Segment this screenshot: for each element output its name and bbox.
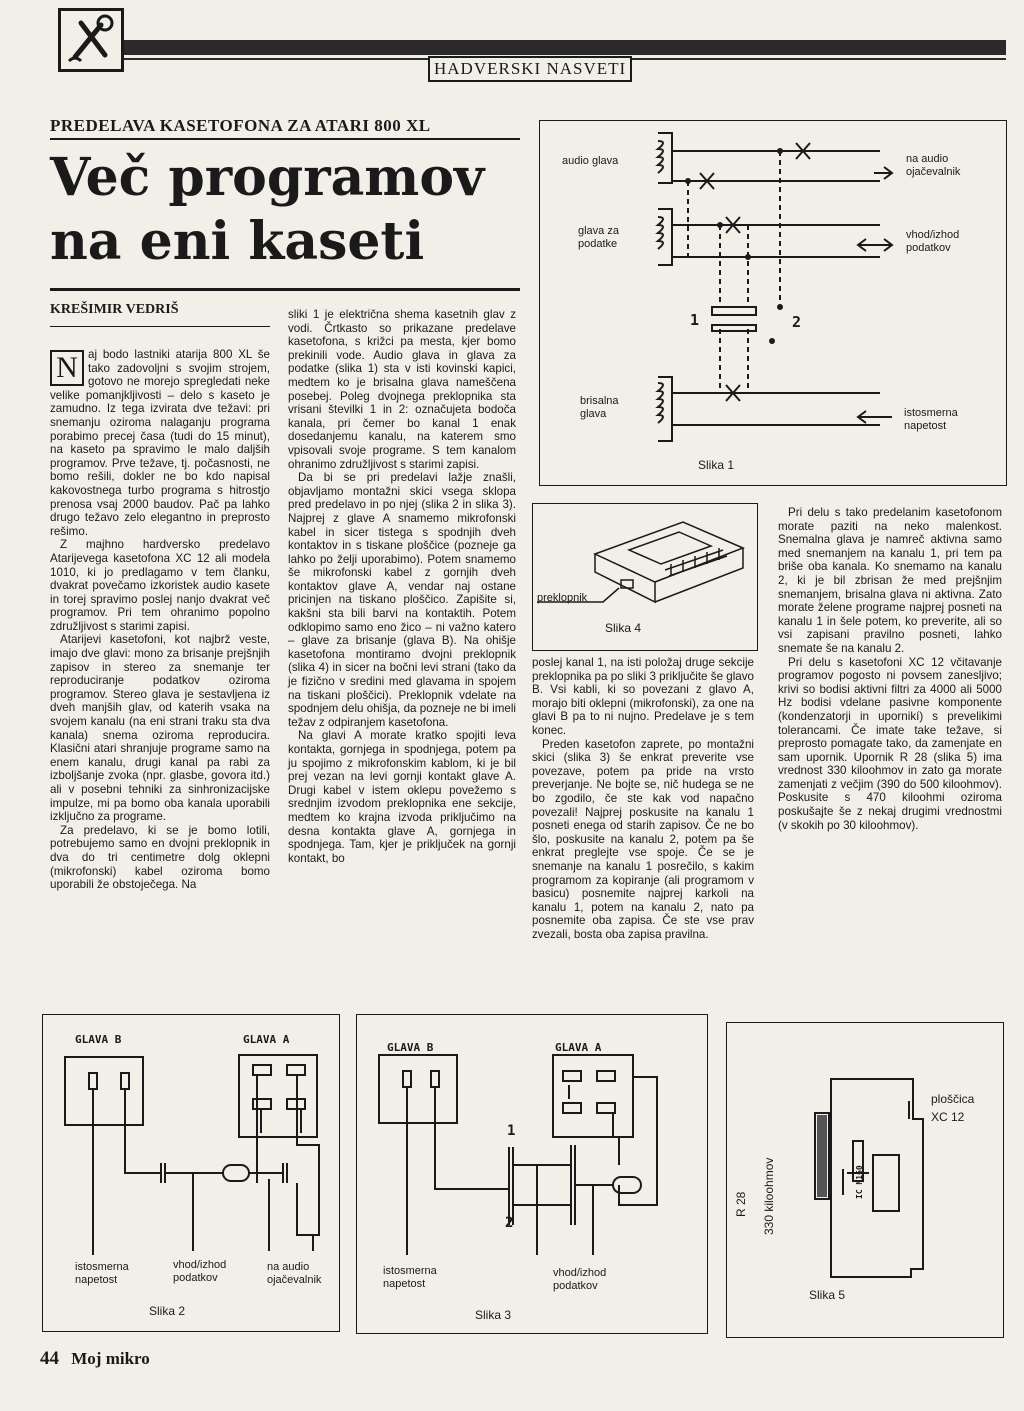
paragraph: Na glavi A morate kratko spojiti leva kontakta, gornjega in spodnjega, potem pa ju spojimo z mikrofonskim kablom, ki je bil prej vezan na levi gornji kontakt glave A. Drugi kabel v istem oklepu povežemo s srednjim izvodom preklopnika ene sekcije, medtem ko krajna izvoda priključimo na desna kontakta glave A, gornjega in spodnjega. Tam, kjer je priključek na gornji kontakt, bo	[288, 729, 516, 865]
article-title	[50, 146, 530, 274]
data-io-label: vhod/izhod podatkov	[553, 1267, 607, 1292]
article-kicker: PREDELAVA KASETOFONA ZA ATARI 800 XL	[50, 116, 431, 135]
audio-head-label: audio glava	[562, 155, 619, 167]
article-author: KREŠIMIR VEDRIŠ	[50, 302, 179, 317]
paragraph: Preden kasetofon zaprete, po montažni skici (slika 3) še enkrat preverite vse povezave, potem pa pride na vrsto preverjanje. Ne bojte se, nič hudega se ne bo zgodilo, če ste kak vod napačno povezali! Najprej poskusite na kanalu 1 posneti enega od starih zapisov. Če ne bo šlo, poskusite na kanalu 2, potem pa še enkrat preglejte vse spoje. Če se je snemanje na kanalu 1 posrečilo, s kakim programom za kopiranje (ali programom v basicu) posnemite najprej karkoli na kanalu 1, potem na kanalu 2, nato pa posnemite oba zapisa. Če ste vse prav zvezali, bosta oba zapisa pravilna.	[532, 737, 754, 941]
paragraph: Atarijevi kasetofoni, kot najbrž veste, imajo dve glavi: mono za brisanje prejšnjih zapisov in stereo za snemanje ter reproduciranje podatkov oziroma programov. Stereo glava je sestavljena iz dveh manjših glav, od katerih vsaka na svojem kanalu (na eni strani traku sta dva kanala) snema oziroma reproducira. Klasični atari shranjuje programe samo na enem kanalu, drugi kanal pa rabi za izboljšanje zvoka (npr. glasbe, govora itd.) ali v posebni tehniki za sinhronizacijske impulze, mi pa bomo oba kanala uporabili izključno za programe.	[50, 633, 270, 824]
head-b-label: GLAVA B	[75, 1033, 122, 1046]
head-a-label: GLAVA A	[243, 1033, 290, 1046]
board-label: ploščica	[931, 1092, 975, 1106]
figure-1-caption: Slika 1	[698, 458, 735, 472]
paragraph: aj bodo lastniki atarija 800 XL še tako zadovoljni s svojim strojem, gotovo ne morejo spregledati neke velike pomanjkljivosti – delo s kaseto je zamudno. Iz tega izvirata dve težavi: pri snemanju oziroma nalaganju programa porabimo precej časa (tudi do 15 minut), na kaseto pa spravimo le malo daljših programov. Prve težave, tj. počasnosti, ne bomo rešili, dokler ne bo kdo napisal kakovostnega turbo programa s hitrostjo prenosa vsaj 2000 baudov. Pač pa lahko drugo težavo zelo elegantno in preprosto rešimo.	[50, 348, 270, 538]
figure-2-caption: Slika 2	[149, 1304, 186, 1318]
paragraph: Da bi se pri predelavi lažje znašli, objavljamo montažni skici vsega sklopa pred predelavo in po njej (slika 2 in slika 3). Najprej z glave A snamemo mikrofonski kabel in sicer tistega s spodnjih dveh kontaktov in s tiskane ploščice (pozneje ga lahko po želji uporabimo). Potem snamemo še mikrofonski kabel z gornjih dveh kontaktov glave A, vendar naj ostane pricinjen na tiskano ploščico. Zapišite si, kakšni sta bili barvi na kontaktih. Potem odklopimo samo eno žico – ni važno katero – glave za brisanje (glava B). Na ohišje kasetofona montiramo dvojni preklopnik (slika 4) in sicer na bočni levi strani (tako da je fizično v sredini med glavama in spojem na tiskani ploščici). Preklopnik vdelate na spodnjem delu ohišja, da pozneje ne bi imeli težav z odpiranjem kasetofona.	[288, 471, 516, 729]
dropcap: N	[50, 350, 84, 386]
paragraph: poslej kanal 1, na isti položaj druge sekcije preklopnika pa po sliki 3 priključite še glavo B. Vsi kabli, ki so povezani z glavo A, morajo biti oklepni (mikrofonski), za one na glavi B pa to ni nujno. Predelave je s tem konec.	[532, 656, 754, 737]
paragraph: Z majhno hardversko predelavo Atarijevega kasetofona XC 12 ali modela 1010, ki jo predlagamo v tem članku, dvakrat povečamo izkoristek audio kasete in torej spravimo poslej nanjo dvakrat več programov. Pri tem ohranimo popolno združljivost s starimi zapisi.	[50, 538, 270, 633]
figure-4-caption: Slika 4	[605, 621, 642, 635]
erase-head-label: brisalna glava	[580, 395, 619, 420]
page-footer	[40, 1348, 150, 1370]
data-io-label: vhod/izhod podatkov	[173, 1259, 227, 1284]
figure-1	[539, 120, 1007, 486]
resistor-value-label: 330 kiloohmov	[762, 1157, 776, 1235]
data-head-label: glava za podatke	[578, 225, 619, 250]
figure-3	[356, 1014, 708, 1334]
paragraph: Pri delu s tako predelanim kasetofonom morate paziti na neko malenkost. Snemalna glava je namreč aktivna samo med snemanjem na kanalu 1, pri tem pa briše oba kanala. Ko snemamo na kanalu 2, ki je bil zbrisan že med prejšnjim snemanjem, brisalna glava ni aktivna. Zato morate želene programe najprej posneti na kanalu 1 in šele potem, ko preverite, ali so vsi zapisani pravilno posneti, lahko snemate še na kanalu 2.	[778, 506, 1002, 655]
resistor-label: R 28	[734, 1191, 748, 1217]
header-bar	[110, 40, 1006, 55]
title-line-1: Več programov	[50, 147, 485, 208]
section-label: HADVERSKI NASVETI	[428, 56, 632, 82]
channel-1-label: 1	[507, 1123, 516, 1139]
column-4	[778, 506, 1002, 832]
head-a-label: GLAVA A	[555, 1041, 602, 1054]
figure-3-caption: Slika 3	[475, 1308, 512, 1322]
figure-5	[726, 1022, 1004, 1338]
dc-label: istosmerna napetost	[904, 407, 958, 432]
head-b-label: GLAVA B	[387, 1041, 434, 1054]
channel-1-label: 1	[690, 311, 700, 329]
tools-logo-icon	[58, 8, 124, 72]
figure-2	[42, 1014, 340, 1332]
ic-label: IC M160	[855, 1165, 864, 1199]
data-io-label: vhod/izhod podatkov	[906, 229, 960, 254]
author-rule	[50, 326, 270, 327]
kicker-rule	[50, 138, 520, 140]
paragraph: sliki 1 je električna shema kasetnih glav z vodi. Črtkasto so prikazane predelave kasetofona, s križci pa mesta, kjer bomo prekinili vode. Audio glava in glava za podatke (slika 1) sta v isti kovinski kapici, medtem ko je brisalna glava nameščena posebej. Poleg dvojnega preklopnika sta vrisani številki 1 in 2: označujeta bodoča kanala, pri čemer bo kanal 1 enak dosedanjemu kanalu, na katerem smo vpisovali svoje programe. S tem kanalom ohranimo združljivost s starimi zapisi.	[288, 308, 516, 471]
title-line-2: na eni kaseti	[50, 211, 425, 272]
title-rule	[50, 288, 520, 291]
dc-label: istosmerna napetost	[383, 1265, 437, 1290]
figure-4	[532, 503, 758, 651]
channel-2-label: 2	[792, 313, 802, 331]
page-number: 44	[40, 1348, 59, 1369]
magazine-name: Moj mikro	[71, 1349, 150, 1368]
board-model-label: XC 12	[931, 1110, 965, 1124]
paragraph: Pri delu s kasetofoni XC 12 včitavanje programov pogosto ni povsem zanesljivo; krivi so bodisi aktivni filtri za 4000 ali 5000 Hz bodisi vdelane pasivne komponente (kondenzatorji in upornikí) s prevelikimi tolerancami. Če imate take težave, si preprosto pomagate tako, da zamenjate en sam upornik. Upornik R 28 (slika 5) ima vrednost 330 kiloohmov in zato ga morate zamenjati z večjim (390 do 500 kiloohmov). Poskusite s 470 kiloohmi oziroma poskušajte še z nekaj drugimi vrednostmi (v skokih po 30 kiloohmov).	[778, 655, 1002, 832]
dc-label: istosmerna napetost	[75, 1261, 129, 1286]
cassette-recorder-icon	[533, 504, 757, 650]
paragraph: Za predelavo, ki se je bomo lotili, potrebujemo samo en dvojni preklopnik in dva do tri centimetre dolg oklepni (mikrofonski) kabel oziroma bomo uporabili že obstoječega. Na	[50, 823, 270, 892]
audio-amp-label: na audio ojačevalnik	[906, 153, 961, 178]
column-1	[50, 348, 270, 892]
column-3	[532, 656, 754, 941]
audio-amp-label: na audio ojačevalnik	[267, 1261, 322, 1286]
figure-5-caption: Slika 5	[809, 1288, 846, 1302]
column-2	[288, 308, 516, 865]
switch-label: preklopnik	[537, 592, 588, 604]
channel-2-label: 2	[505, 1215, 514, 1231]
